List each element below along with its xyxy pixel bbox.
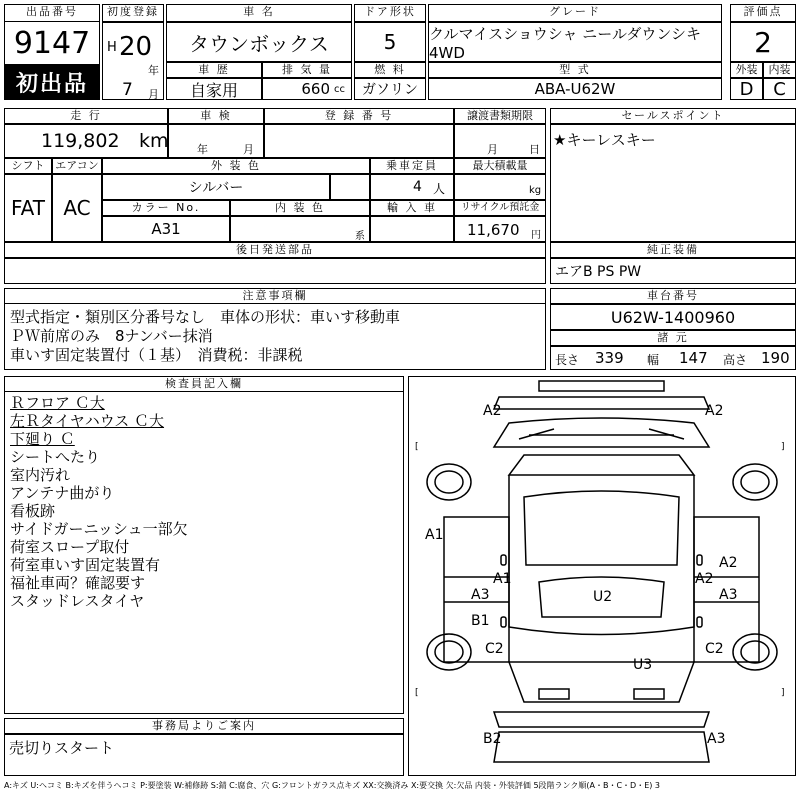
car-name-label: 車 名 — [166, 4, 352, 22]
svg-text:]: ] — [781, 442, 785, 452]
import-cell — [370, 216, 454, 242]
fuel-label: 燃 料 — [354, 62, 426, 78]
door-label: ドア形状 — [354, 4, 426, 22]
transfer-cell — [454, 124, 546, 158]
inspector-label: 検査員記入欄 — [4, 376, 404, 392]
inspector-line: 荷室スロープ取付 — [10, 538, 130, 556]
width-label: 幅 — [647, 353, 660, 367]
grade: クルマイスショウシャ ニールダウンシキ4WD — [428, 22, 722, 62]
doors: 5 — [354, 22, 426, 62]
load-label: 最大積載量 — [454, 158, 546, 174]
mark-a3-left-rear-door: A3 — [471, 587, 490, 603]
color-no-label: カラー No. — [102, 200, 230, 216]
height: 190 — [761, 349, 790, 367]
inspection-label: 車 検 — [168, 108, 264, 124]
chassis: U62W-1400960 — [550, 304, 796, 330]
inspection-cell — [168, 124, 264, 158]
displacement-unit: cc — [334, 83, 345, 95]
interior-label: 内装 — [763, 62, 796, 78]
interior-grade: C — [763, 78, 796, 100]
model: ABA-U62W — [428, 78, 722, 100]
dims-cell — [550, 346, 796, 370]
inspector-line: 室内汚れ — [10, 466, 71, 484]
history-label: 車 歴 — [166, 62, 262, 78]
office-label: 事務局よりご案内 — [4, 718, 404, 734]
inspector-line: 福祉車両？確認要す — [10, 574, 146, 592]
length: 339 — [595, 349, 624, 367]
recycle-unit: 円 — [531, 230, 541, 241]
inspector-line: Ｒフロア Ｃ大 — [10, 394, 105, 412]
history: 自家用 — [166, 78, 262, 100]
inspector-line: サイドガーニッシュ一部欠 — [10, 520, 188, 538]
mileage-label: 走 行 — [4, 108, 168, 124]
mileage-cell — [4, 124, 168, 158]
mileage: 119,802 — [41, 130, 120, 152]
inspector-line: 左Ｒタイヤハウス Ｃ大 — [10, 412, 165, 430]
mark-a1-left-fender: A1 — [425, 527, 444, 543]
inspector-line: シートへたり — [10, 448, 101, 466]
transfer-label: 譲渡書類期限 — [454, 108, 546, 124]
insp-year-unit: 年 — [197, 143, 210, 156]
inspector-line: 下廻り Ｃ — [10, 430, 75, 448]
later-parts-cell — [4, 258, 546, 284]
equipment: エアB PS PW — [550, 258, 796, 284]
mark-u2-roof: U2 — [593, 589, 613, 605]
sales-point-label: セールスポイント — [550, 108, 796, 124]
fuel: ガソリン — [354, 78, 426, 100]
color-label: 外 装 色 — [102, 158, 370, 174]
transfer-month: 月 — [487, 143, 500, 156]
insp-month-unit: 月 — [243, 143, 256, 156]
reg-number-label: 登 録 番 号 — [264, 108, 454, 124]
sales-point: ★キーレスキー — [553, 131, 656, 149]
import-label: 輸 入 車 — [370, 200, 454, 216]
displacement-cell — [262, 78, 352, 100]
ac: AC — [52, 174, 102, 242]
reg-month: 7 — [122, 80, 133, 100]
month-unit: 月 — [148, 88, 159, 101]
color: シルバー — [102, 174, 330, 200]
mark-u3-rear: U3 — [633, 657, 653, 673]
notes-line-1: 型式指定・類別区分番号なし 車体の形状：車いす移動車 — [10, 308, 401, 326]
load-cell — [454, 174, 546, 200]
shift-label: シフト — [4, 158, 52, 174]
recycle-label: リサイクル預託金 — [454, 200, 546, 216]
mark-a3-rear-right: A3 — [707, 731, 726, 747]
mark-a2-front-left: A2 — [483, 403, 502, 419]
color-no: A31 — [102, 216, 230, 242]
exterior-grade: D — [730, 78, 763, 100]
reg-year: 20 — [119, 32, 153, 62]
inspector-line: 荷室車いす固定装置有 — [10, 556, 161, 574]
era: H — [107, 40, 117, 55]
inspector-line: アンテナ曲がり — [10, 484, 115, 502]
notes-line-3: 車いす固定装置付（１基） 消費税：非課税 — [10, 346, 303, 364]
inspector-line: 看板跡 — [10, 502, 56, 520]
int-color-label: 内 装 色 — [230, 200, 370, 216]
year-unit: 年 — [148, 64, 159, 77]
svg-text:]: ] — [781, 688, 785, 698]
length-label: 長さ — [555, 353, 580, 367]
mark-a3-right-rear-door: A3 — [719, 587, 738, 603]
dims-label: 諸 元 — [550, 330, 796, 346]
car-diagram-box — [408, 376, 796, 776]
inspector-list — [10, 394, 400, 610]
recycle: 11,670 — [467, 221, 520, 239]
legend: A:キズ U:ヘコミ B:キズを伴うヘコミ P:要塗装 W:補修跡 S:錆 C:腐食、穴 G:フロントガラス点キズ XX:交換済み X:要交換 欠:欠品 内装・外装評価 5段階ランク順(A・B・C・D・E) 3 — [4, 781, 661, 790]
score-label: 評価点 — [730, 4, 796, 22]
exterior-label: 外装 — [730, 62, 763, 78]
recycle-cell — [454, 216, 546, 242]
mark-a2-front-right: A2 — [705, 403, 724, 419]
capacity: 4 — [413, 179, 422, 195]
model-label: 型 式 — [428, 62, 722, 78]
mark-b2-rear-left: B2 — [483, 731, 502, 747]
mark-b1-left-sill: B1 — [471, 613, 490, 629]
car-diagram — [409, 377, 795, 775]
capacity-cell — [370, 174, 454, 200]
office-text: 売切りスタート — [9, 739, 115, 757]
displacement: 660 — [301, 80, 330, 98]
capacity-label: 乗車定員 — [370, 158, 454, 174]
notes-label: 注意事項欄 — [4, 288, 546, 304]
grade-label: グレード — [428, 4, 722, 22]
mark-c2-left-rear: C2 — [485, 641, 504, 657]
lot-number: 9147 — [13, 25, 91, 61]
later-parts-label: 後日発送部品 — [4, 242, 546, 258]
equipment-label: 純正装備 — [550, 242, 796, 258]
lot-label: 出品番号 — [4, 4, 100, 22]
sales-point-cell — [550, 124, 796, 242]
mileage-unit: km — [139, 130, 169, 152]
mark-a1-left-door: A1 — [493, 571, 512, 587]
int-color-unit: 系 — [355, 231, 365, 242]
inspector-line: スタッドレスタイヤ — [10, 592, 145, 610]
notes-line-2: ＰＷ前席のみ 8ナンバー抹消 — [10, 327, 213, 345]
mark-a2-right-door: A2 — [719, 555, 738, 571]
svg-text:[: [ — [415, 688, 419, 698]
ac-label: エアコン — [52, 158, 102, 174]
svg-text:[: [ — [415, 442, 419, 452]
reg-number-cell — [264, 124, 454, 158]
shift: FAT — [4, 174, 52, 242]
height-label: 高さ — [723, 353, 748, 367]
mark-c2-right-rear: C2 — [705, 641, 724, 657]
office-cell — [4, 734, 404, 776]
load-unit: kg — [529, 185, 542, 196]
car-name: タウンボックス — [166, 22, 352, 62]
displacement-label: 排 気 量 — [262, 62, 352, 78]
first-reg-label: 初度登録 — [102, 4, 164, 22]
width: 147 — [679, 349, 708, 367]
capacity-unit: 人 — [433, 182, 446, 196]
int-color-cell — [230, 216, 370, 242]
score: 2 — [730, 22, 796, 62]
color-extra — [330, 174, 370, 200]
transfer-day: 日 — [529, 143, 542, 156]
mark-a2-right-door-lower: A2 — [695, 571, 714, 587]
first-listing-badge: 初出品 — [4, 64, 100, 100]
chassis-label: 車台番号 — [550, 288, 796, 304]
